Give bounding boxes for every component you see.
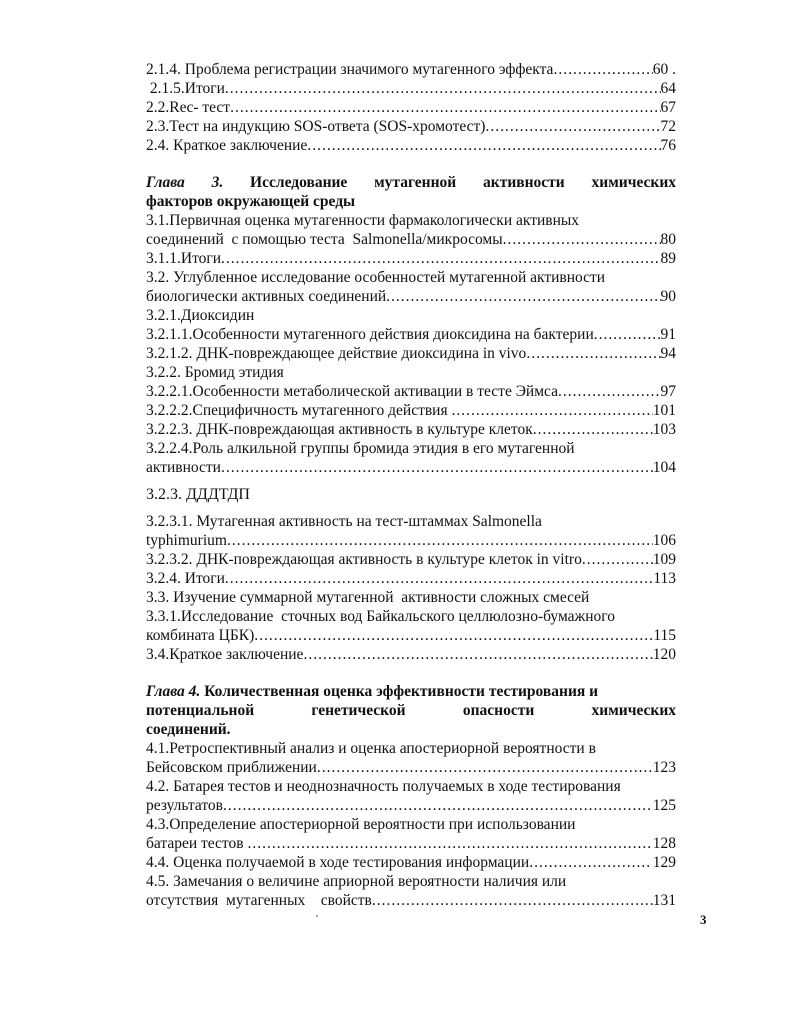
toc-entry-3-2-3-1-cont[interactable]: typhimurium ..... 106	[146, 531, 676, 550]
toc-entry-4-1-cont[interactable]: Бейсовском приближении ..... 123	[146, 758, 676, 777]
toc-entry-3-4[interactable]: 3.4.Краткое заключение ..... 120	[146, 645, 676, 664]
toc-entry-3-2-1-1[interactable]: 3.2.1.1.Особенности мутагенного действия диоксидина на бактерии ..... 91	[146, 325, 676, 344]
toc-entry-3-2[interactable]: 3.2. Углубленное исследование особенностей мутагенной активности	[146, 269, 606, 286]
toc-entry-3-1-1[interactable]: 3.1.1.Итоги ..... 89	[146, 249, 676, 268]
toc-entry-2-2[interactable]: 2.2.Rec- тест ..... 67	[146, 98, 676, 117]
chapter4-heading-line2: потенциальной генетической опасности химических	[146, 702, 676, 719]
toc-entry-2-1-4[interactable]: 2.1.4. Проблема регистрации значимого мутагенного эффекта ..... 60 .	[146, 60, 676, 79]
toc-entry-3-2-cont[interactable]: биологически активных соединений ..... 90	[146, 287, 676, 306]
toc-entry-4-2-cont[interactable]: результатов ..... 125	[146, 796, 676, 815]
toc-entry-3-2-2-4[interactable]: 3.2.2.4.Роль алкильной группы бромида этидия в его мутагенной	[146, 440, 575, 457]
chapter3-heading-line1: Глава 3. Исследование мутагенной активности химических	[146, 174, 677, 191]
chapter4-heading-line3: соединений.	[146, 721, 231, 738]
toc-entry-4-5[interactable]: 4.5. Замечания о величине априорной вероятности наличия или	[146, 873, 567, 890]
toc-entry-4-5-cont[interactable]: отсутствия мутагенных свойств ..... 131	[146, 891, 676, 910]
toc-entry-3-3-1[interactable]: 3.3.1.Исследование сточных вод Байкальского целлюлозно-бумажного	[146, 608, 616, 625]
toc-entry-2-4[interactable]: 2.4. Краткое заключение ..... 76	[146, 136, 676, 155]
scan-speck	[316, 915, 318, 917]
toc-entry-3-2-2-2[interactable]: 3.2.2.2.Специфичность мутагенного действия ..... 101	[146, 401, 676, 420]
toc-entry-3-3[interactable]: 3.3. Изучение суммарной мутагенной активности сложных смесей	[146, 589, 590, 606]
toc-entry-3-1[interactable]: 3.1.Первичная оценка мутагенности фармакологически активных	[146, 212, 580, 229]
toc-entry-2-3[interactable]: 2.3.Тест на индукцию SOS-ответа (SOS-хромотест) ..... 72	[146, 117, 676, 136]
toc-subheading-3-2-1: 3.2.1.Диоксидин	[146, 307, 255, 324]
page-number: 3	[700, 912, 707, 927]
chapter4-label: Глава 4.	[146, 683, 201, 700]
toc-entry-3-2-2-3[interactable]: 3.2.2.3. ДНК-повреждающая активность в культуре клеток ..... 103	[146, 420, 676, 439]
chapter3-label: Глава 3.	[146, 174, 224, 191]
table-of-contents	[146, 60, 676, 910]
toc-entry-3-2-1-2[interactable]: 3.2.1.2. ДНК-повреждающее действие диоксидина in vivo ..... 94	[146, 344, 676, 363]
chapter3-heading-line2: факторов окружающей среды	[146, 193, 356, 210]
toc-subheading-3-2-2: 3.2.2. Бромид этидия	[146, 364, 284, 381]
toc-entry-3-2-2-1[interactable]: 3.2.2.1.Особенности метаболической активации в тесте Эймса ..... 97	[146, 382, 676, 401]
toc-entry-3-2-3-1[interactable]: 3.2.3.1. Мутагенная активность на тест-штаммах Salmonella	[146, 513, 542, 530]
toc-entry-4-3-cont[interactable]: батареи тестов ..... 128	[146, 834, 676, 853]
toc-entry-3-3-1-cont[interactable]: комбината ЦБК) ..... 115	[146, 626, 676, 645]
toc-entry-4-2[interactable]: 4.2. Батарея тестов и неоднозначность получаемых в ходе тестирования	[146, 778, 621, 795]
toc-subheading-3-2-3: 3.2.3. ДДДТДП	[146, 486, 250, 503]
toc-entry-3-1-cont[interactable]: соединений с помощью теста Salmonella/микросомы ..... 80	[146, 230, 676, 249]
toc-entry-3-2-4[interactable]: 3.2.4. Итоги ..... 113	[146, 569, 676, 588]
toc-entry-2-1-5[interactable]: 2.1.5.Итоги ..... 64	[146, 79, 676, 98]
chapter4-heading-line1: Глава 4. Количественная оценка эффективности тестирования и	[146, 683, 599, 700]
toc-entry-4-1[interactable]: 4.1.Ретроспективный анализ и оценка апостериорной вероятности в	[146, 740, 596, 757]
toc-entry-4-3[interactable]: 4.3.Определение апостериорной вероятности при использовании	[146, 816, 576, 833]
toc-entry-3-2-3-2[interactable]: 3.2.3.2. ДНК-повреждающая активность в культуре клеток in vitro ..... 109	[146, 550, 676, 569]
toc-entry-3-2-2-4-cont[interactable]: активности ..... 104	[146, 458, 676, 477]
toc-entry-4-4[interactable]: 4.4. Оценка получаемой в ходе тестирования информации ..... 129	[146, 853, 676, 872]
